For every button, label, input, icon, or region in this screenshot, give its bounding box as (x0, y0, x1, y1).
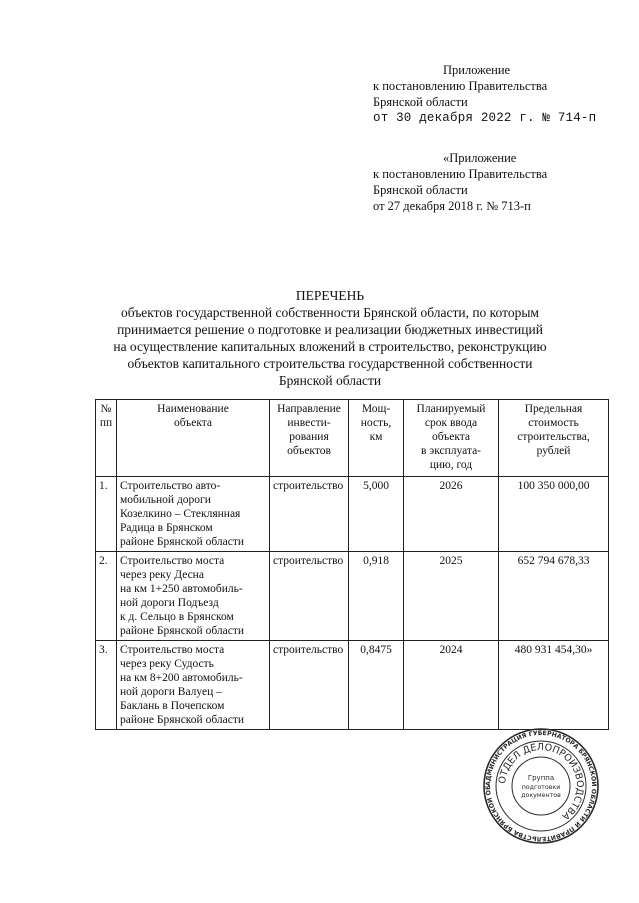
header2-line-4-date: от 27 декабря 2018 г. № 713-п (373, 199, 531, 213)
cell-cost: 100 350 000,00 (499, 477, 609, 552)
appendix-header-new (373, 62, 596, 126)
table-row (96, 552, 609, 641)
cell-year: 2026 (404, 477, 499, 552)
header-line-3: Брянской области (373, 95, 468, 109)
stamp-seal-graphic (482, 727, 600, 845)
col-header-year: Планируемый срок ввода объекта в эксплуата- цию, год (404, 400, 499, 477)
header2-line-1: «Приложение (443, 151, 517, 165)
table-header-row (96, 400, 609, 477)
header-line-4-date: от 30 декабря 2022 г. № 714-п (373, 111, 597, 125)
col-header-direction: Направление инвести- рования объектов (270, 400, 349, 477)
title-sub-4: объектов капитального строительства государственной собственности (127, 356, 533, 371)
header2-line-2: к постановлению Правительства (373, 167, 548, 181)
col-header-name: Наименование объекта (117, 400, 270, 477)
cell-cost: 652 794 678,33 (499, 552, 609, 641)
cell-name: Строительство авто- мобильной дороги Козелкино – Стеклянная Радица в Брянском районе Брянской области (117, 477, 270, 552)
header-line-2: к постановлению Правительства (373, 79, 548, 93)
cell-name: Строительство моста через реку Десна на км 1+250 автомобиль- ной дороги Подъезд к д. Сельцо в Брянском районе Брянской области (117, 552, 270, 641)
cell-capacity: 0,918 (349, 552, 404, 641)
stamp-center-2: подготовки (521, 784, 561, 791)
title-main: ПЕРЕЧЕНЬ (295, 288, 365, 303)
stamp-center-3: документов (521, 792, 561, 799)
cell-num: 3. (96, 641, 117, 730)
cell-year: 2025 (404, 552, 499, 641)
title-sub-3: на осуществление капитальных вложений в строительство, реконструкцию (113, 339, 547, 354)
table-row (96, 641, 609, 730)
cell-capacity: 5,000 (349, 477, 404, 552)
title-sub-1: объектов государственной собственности Брянской области, по которым (121, 305, 539, 320)
appendix-header-old (373, 150, 547, 214)
cell-direction: строительство (270, 477, 349, 552)
header-line-1: Приложение (443, 63, 511, 77)
header2-line-3: Брянской области (373, 183, 468, 197)
title-sub-5: Брянской области (278, 373, 382, 388)
cell-cost: 480 931 454,30» (499, 641, 609, 730)
official-stamp (482, 727, 600, 845)
cell-year: 2024 (404, 641, 499, 730)
cell-num: 1. (96, 477, 117, 552)
document-title (60, 287, 600, 389)
col-header-capacity: Мощ- ность, км (349, 400, 404, 477)
cell-direction: строительство (270, 552, 349, 641)
stamp-outer-text: АДМИНИСТРАЦИЯ ГУБЕРНАТОРА БРЯНСКОЙ ОБЛАСТИ И ПРАВИТЕЛЬСТВА БРЯНСКОЙ ОБ (484, 729, 598, 843)
cell-direction: строительство (270, 641, 349, 730)
table-row (96, 477, 609, 552)
cell-capacity: 0,8475 (349, 641, 404, 730)
cell-num: 2. (96, 552, 117, 641)
title-sub-2: принимается решение о подготовке и реализации бюджетных инвестиций (117, 322, 543, 337)
cell-name: Строительство моста через реку Судость на км 8+200 автомобиль- ной дороги Валуец – Баклань в Почепском районе Брянской области (117, 641, 270, 730)
col-header-num: № пп (96, 400, 117, 477)
stamp-center-1: Группа (527, 774, 555, 782)
objects-table (95, 399, 609, 730)
col-header-cost: Предельная стоимость строительства, рублей (499, 400, 609, 477)
stamp-ring-text: ОТДЕЛ ДЕЛОПРОИЗВОДСТВА (496, 741, 586, 822)
